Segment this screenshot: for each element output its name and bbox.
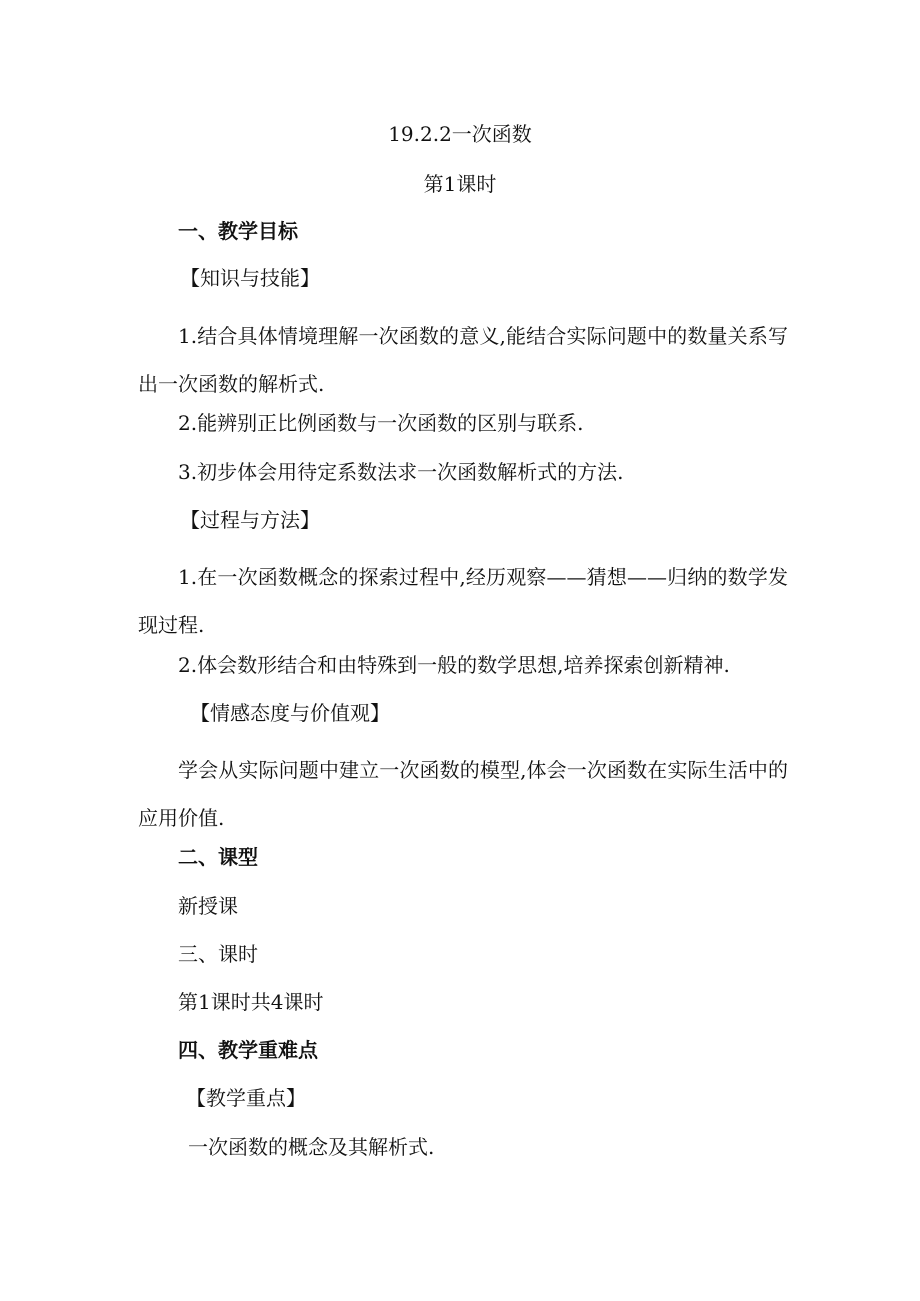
section-heading-objectives: 一、教学目标 — [178, 219, 298, 243]
section-heading-key-points: 四、教学重难点 — [178, 1038, 318, 1062]
lesson-number: 第1课时 — [423, 172, 497, 196]
knowledge-item-3: 3.初步体会用待定系数法求一次函数解析式的方法. — [178, 460, 624, 484]
knowledge-item-2: 2.能辨别正比例函数与一次函数的区别与联系. — [178, 411, 584, 435]
section-heading-lesson-type: 二、课型 — [178, 845, 258, 869]
document-title: 19.2.2一次函数 — [388, 122, 532, 146]
section-heading-periods: 三、课时 — [178, 942, 258, 966]
lesson-type-text: 新授课 — [178, 894, 238, 918]
subheading-emotion: 【情感态度与价值观】 — [190, 701, 390, 725]
emotion-text: 学会从实际问题中建立一次函数的模型,体会一次函数在实际生活中的应用价值. — [138, 758, 788, 830]
subheading-knowledge: 【知识与技能】 — [180, 266, 320, 290]
teaching-focus-text: 一次函数的概念及其解析式. — [188, 1135, 435, 1159]
knowledge-item-1: 1.结合具体情境理解一次函数的意义,能结合实际问题中的数量关系写出一次函数的解析式. — [138, 324, 788, 396]
subheading-teaching-focus: 【教学重点】 — [186, 1086, 306, 1110]
process-item-1: 1.在一次函数概念的探索过程中,经历观察——猜想——归纳的数学发现过程. — [138, 565, 788, 637]
process-item-2: 2.体会数形结合和由特殊到一般的数学思想,培养探索创新精神. — [178, 653, 730, 677]
periods-text: 第1课时共4课时 — [178, 990, 324, 1014]
subheading-process: 【过程与方法】 — [180, 508, 320, 532]
